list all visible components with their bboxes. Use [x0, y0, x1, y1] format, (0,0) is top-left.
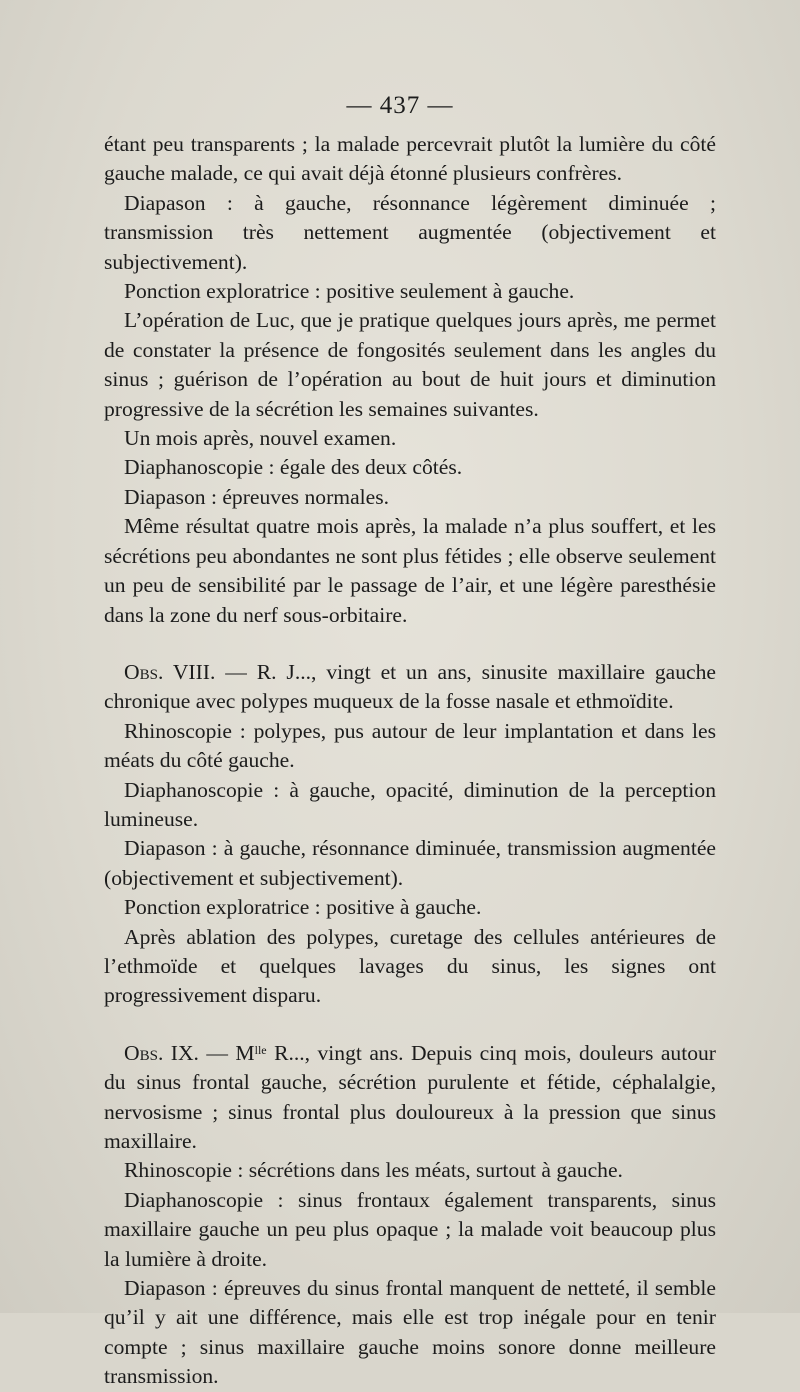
section-gap — [104, 1011, 716, 1039]
paragraph: Un mois après, nouvel examen. — [124, 426, 397, 451]
paragraph: Diaphanoscopie : égale des deux côtés. — [124, 455, 463, 480]
observation-9-dash: — M — [198, 1040, 255, 1065]
paragraph: Diapason : épreuves normales. — [124, 484, 390, 509]
observation-9-text: R..., vingt ans. Depuis cinq mois, douleurs autour du sinus frontal gauche, sécrétion purulente et fétide, céphalalgie, nervosisme ; sinus frontal plus douloureux à la pression que sinus maxillaire. — [104, 1040, 716, 1153]
observation-9-superscript: lle — [254, 1042, 267, 1057]
paragraph: Rhinoscopie : polypes, pus autour de leur implantation et dans les méats du côté gauche. — [104, 718, 716, 773]
observation-9-intro — [104, 1039, 716, 1157]
paragraph: Ponction exploratrice : positive seulement à gauche. — [124, 279, 575, 304]
observation-8-intro — [104, 658, 716, 717]
paragraph: étant peu transparents ; la malade percevrait plutôt la lumière du côté gauche malade, ce qui avait déjà étonné plusieurs confrères. — [104, 132, 716, 186]
page-number: — 437 — — [346, 92, 454, 119]
paragraph: L’opération de Luc, que je pratique quelques jours après, me permet de constater la présence de fongosités seulement dans les angles du sinus ; guérison de l’opération au bout de huit jours et diminution progressive de la sécrétion les semaines suivantes. — [104, 308, 716, 421]
paragraph: Diapason : épreuves du sinus frontal manquent de netteté, il semble qu’il y ait une différence, mais elle est trop inégale pour en tenir compte ; sinus maxillaire gauche moins sonore donne meilleure transmission. — [104, 1276, 716, 1389]
paragraph: Après ablation des polypes, curetage des cellules antérieures de l’ethmoïde et quelques lavages du sinus, les signes ont progressivement disparu. — [104, 924, 716, 1008]
observation-9-label: Obs. IX. — [124, 1040, 199, 1065]
paragraph: Ponction exploratrice : positive à gauche. — [124, 895, 482, 920]
paragraph: Diaphanoscopie : sinus frontaux également transparents, sinus maxillaire gauche un peu plus opaque ; la malade voit beaucoup plus la lumière à droite. — [104, 1187, 716, 1271]
paragraph: Diapason : à gauche, résonnance diminuée, transmission augmentée (objectivement et subjectivement). — [104, 836, 716, 890]
paragraph: Diapason : à gauche, résonnance légèrement diminuée ; transmission très nettement augmentée (objectivement et subjectivement). — [104, 190, 716, 274]
paragraph: Rhinoscopie : sécrétions dans les méats, surtout à gauche. — [124, 1158, 623, 1183]
body-text — [104, 130, 716, 1392]
section-gap — [104, 630, 716, 658]
paragraph: Diaphanoscopie : à gauche, opacité, diminution de la perception lumineuse. — [104, 777, 716, 831]
observation-8-label: Obs. VIII. — [124, 659, 216, 684]
observation-8-text: — R. J..., vingt et un ans, sinusite maxillaire gauche chronique avec polypes muqueux de la fosse nasale et ethmoïdite. — [104, 659, 716, 714]
paragraph: Même résultat quatre mois après, la malade n’a plus souffert, et les sécrétions peu abondantes ne sont plus fétides ; elle observe seulement un peu de sensibilité par le passage de l’air, et une légère paresthésie dans la zone du nerf sous-orbitaire. — [104, 514, 716, 627]
